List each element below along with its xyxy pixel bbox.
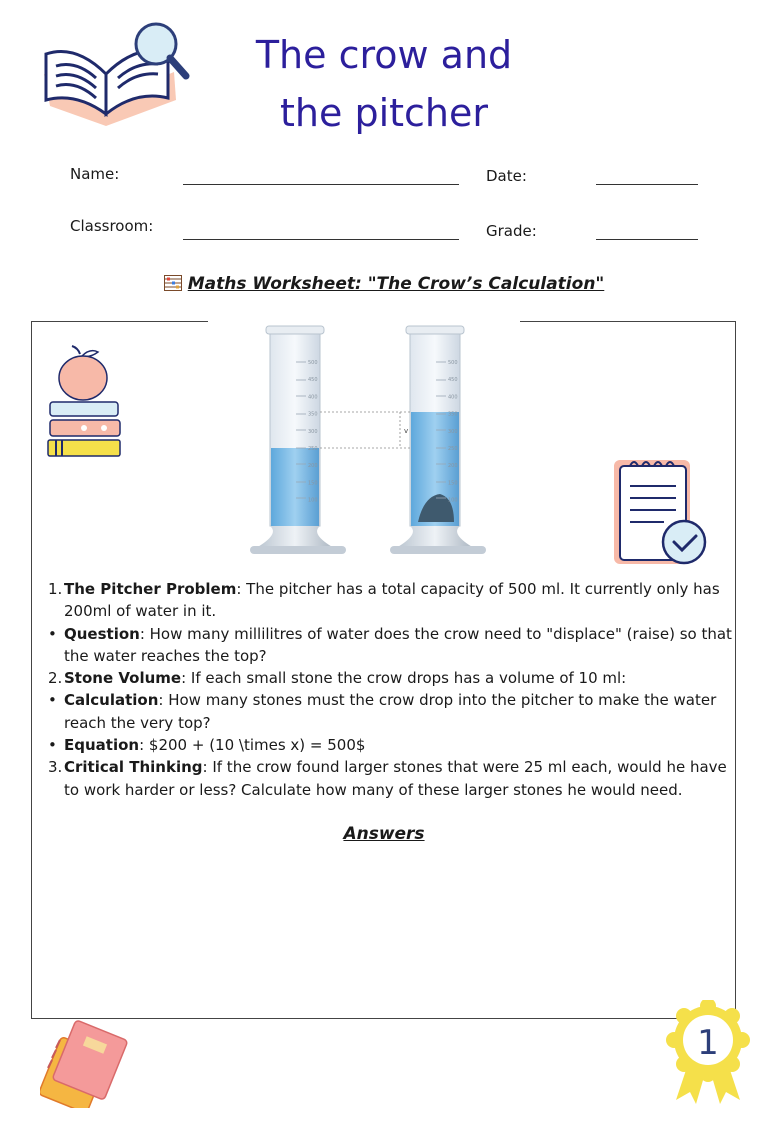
scale-label: 350 xyxy=(448,411,458,418)
scale-label: 450 xyxy=(448,377,458,384)
scale-label: 400 xyxy=(308,394,318,401)
list-marker: • xyxy=(48,691,57,710)
question-text: : If each small stone the crow drops has a volume of 10 ml: xyxy=(181,669,627,688)
question-item xyxy=(48,578,738,623)
volume-label: v xyxy=(404,427,409,435)
worksheet-heading-text: Maths Worksheet: "The Crow’s Calculation" xyxy=(187,274,605,294)
question-item xyxy=(48,756,738,801)
question-text: : How many stones must the crow drop into the pitcher to make the water reach the very top? xyxy=(64,691,717,732)
rosette-badge xyxy=(664,1000,752,1108)
question-title: Question xyxy=(64,624,140,643)
question-item xyxy=(48,689,738,734)
question-item xyxy=(48,734,738,756)
name-line[interactable] xyxy=(183,184,459,185)
question-item xyxy=(48,667,738,689)
scale-label: 500 xyxy=(448,360,458,366)
scale-label: 150 xyxy=(308,480,318,487)
scale-label: 350 xyxy=(308,411,318,418)
question-text: : If the crow found larger stones that were 25 ml each, would he have to work harder or less? Calculate how many of these larger stones he would need. xyxy=(64,758,727,799)
classroom-label: Classroom: xyxy=(70,217,154,235)
scale-label: 100 xyxy=(308,497,318,504)
question-text: : The pitcher has a total capacity of 500 ml. It currently only has 200ml of water in it. xyxy=(64,580,720,621)
abacus-icon xyxy=(164,275,182,291)
list-marker: 1. xyxy=(48,580,63,598)
question-text: : How many millilitres of water does the crow need to "displace" (raise) so that the water reaches the top? xyxy=(64,624,732,665)
list-marker: 3. xyxy=(48,758,63,777)
worksheet-heading xyxy=(150,274,618,294)
grade-label: Grade: xyxy=(486,222,537,240)
scale-label: 500 xyxy=(308,360,318,366)
notepad-check-illustration xyxy=(610,456,710,568)
badge-number: 1 xyxy=(697,1023,719,1063)
scale-label: 400 xyxy=(448,394,458,401)
title-line-1: The crow and xyxy=(255,33,513,77)
notebooks-illustration xyxy=(40,1018,130,1108)
scale-label: 250 xyxy=(448,446,458,452)
list-marker: 2. xyxy=(48,669,63,688)
date-label: Date: xyxy=(486,167,527,185)
question-text: : $200 + (10 \times x) = 500$ xyxy=(139,736,366,755)
question-title: Stone Volume xyxy=(64,669,182,688)
list-marker: • xyxy=(48,624,57,643)
grade-line[interactable] xyxy=(596,239,698,240)
question-title: The Pitcher Problem xyxy=(64,580,237,598)
scale-label: 200 xyxy=(308,463,318,470)
scale-label: 450 xyxy=(308,377,318,384)
scale-label: 300 xyxy=(308,428,318,435)
question-title: Critical Thinking xyxy=(64,758,203,777)
graduated-cylinders-illustration xyxy=(240,322,490,558)
scale-label: 250 xyxy=(308,446,318,452)
apple-books-illustration xyxy=(44,344,124,460)
question-title: Calculation xyxy=(64,691,159,710)
open-book-illustration xyxy=(36,14,196,132)
scale-label: 300 xyxy=(448,428,458,435)
question-item xyxy=(48,623,738,668)
title-line-2: the pitcher xyxy=(280,91,488,135)
question-list xyxy=(48,578,738,801)
date-line[interactable] xyxy=(596,184,698,185)
classroom-line[interactable] xyxy=(183,239,459,240)
answers-heading: Answers xyxy=(343,824,425,844)
question-title: Equation xyxy=(64,736,140,755)
scale-label: 100 xyxy=(448,497,458,504)
list-marker: • xyxy=(48,736,57,755)
scale-label: 200 xyxy=(448,463,458,470)
page-title xyxy=(200,26,568,142)
scale-label: 150 xyxy=(448,480,458,487)
name-label: Name: xyxy=(70,165,120,183)
